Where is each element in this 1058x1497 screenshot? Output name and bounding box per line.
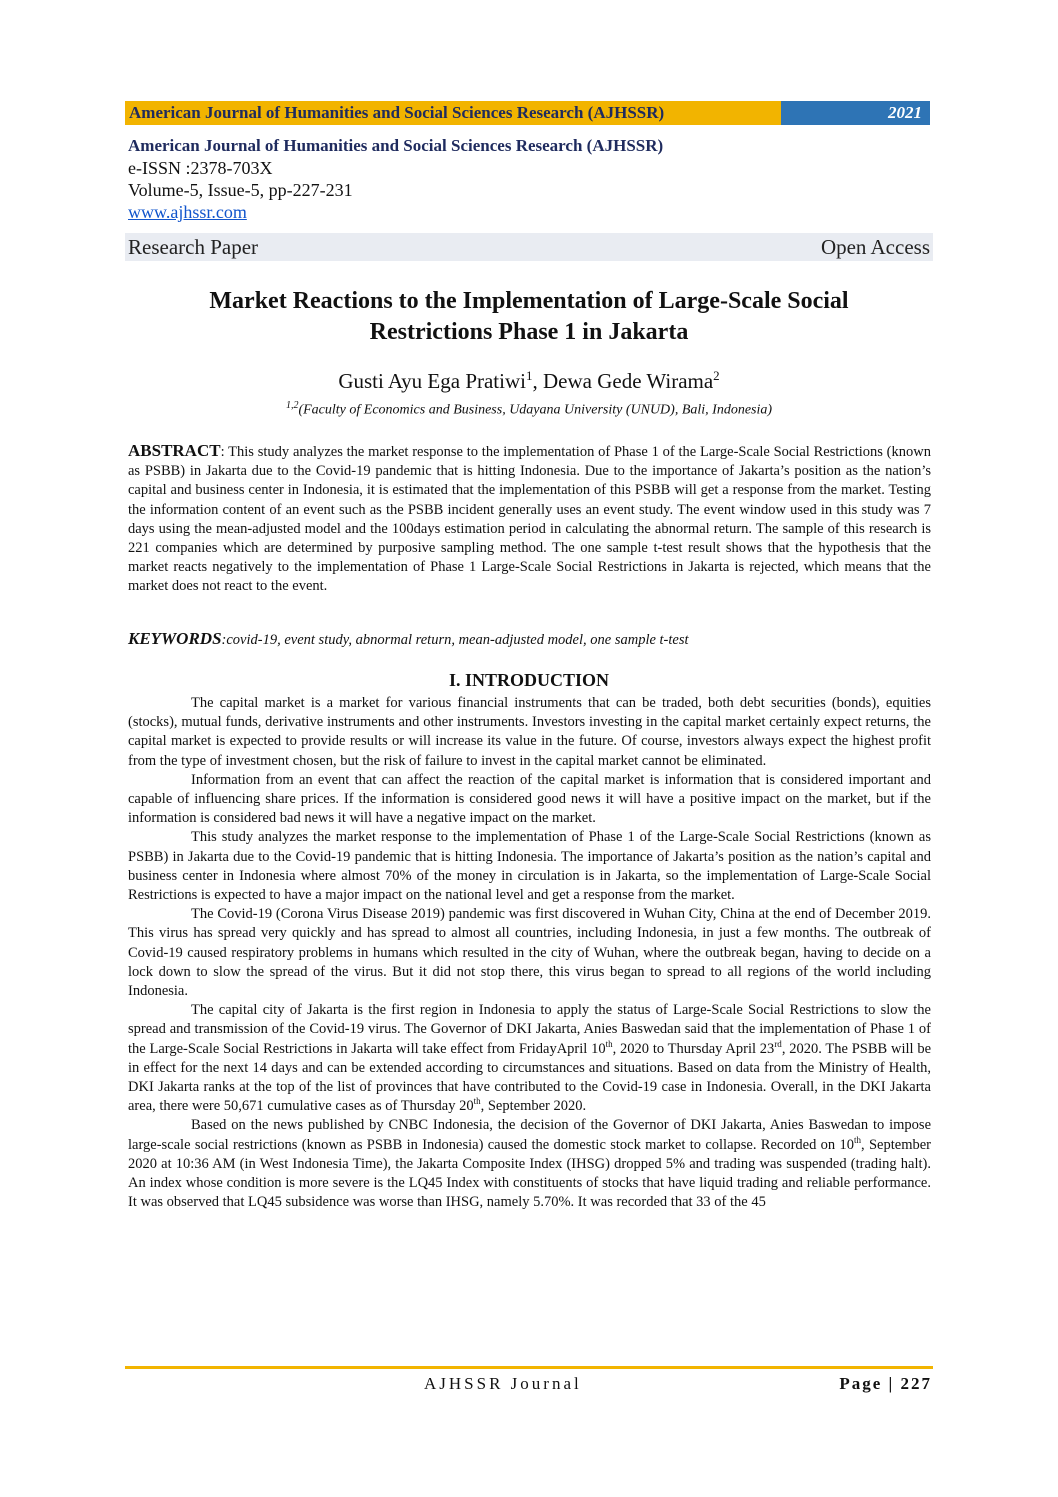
intro-p5-text-d: , September 2020. (480, 1098, 587, 1115)
intro-p5-sup-2: rd (774, 1038, 782, 1049)
author-2-sup: 2 (713, 368, 720, 383)
masthead-journal: American Journal of Humanities and Social Sciences Research (AJHSSR) (128, 136, 664, 155)
keywords-label: KEYWORDS (128, 629, 222, 648)
section-heading-introduction: I. INTRODUCTION (448, 670, 610, 690)
intro-paragraph-4: The Covid-19 (Corona Virus Disease 2019) pandemic was first discovered in Wuhan City, China at the end of December 2019. This virus has spread very quickly and has spread to almost all countries, including Indonesia, in just a few months. The outbreak of Covid-19 caused respiratory problems in humans which resulted in the city of Wuhan, where the outbreak began, having to decide on a lock down to slow the spread of the virus. But it did not stop there, this virus began to spread to all regions of the world including Indonesia. (128, 906, 931, 1000)
abstract-label: ABSTRACT (128, 441, 221, 460)
abstract (128, 441, 931, 597)
introduction-body (128, 694, 931, 1212)
running-header-journal: American Journal of Humanities and Social Sciences Research (AJHSSR) (125, 101, 781, 125)
intro-p6-text-b: , September 2020 at 10:36 AM (in West Indonesia Time), the Jakarta Composite Index (IHSG) dropped 5% and trading was suspended (trading halt). An index whose condition is more severe is the LQ45 Index with constituents of stocks that have liquid trading and reliable performance. It was observed that LQ45 subsidence was worse than IHSG, namely 5.70%. It was recorded that 33 of the 45 (128, 1136, 931, 1211)
intro-p5-sup-1: th (605, 1038, 613, 1049)
intro-paragraph-6 (128, 1116, 931, 1212)
abstract-text: : This study analyzes the market response to the implementation of Phase 1 of the Large-Scale Social Restrictions (known as PSBB) in Jakarta due to the Covid-19 pandemic that is hitting Indonesia. Due to the importance of Jakarta’s position as the nation’s capital and business center in Indonesia, it is estimated that the implementation of this PSBB will get a response from the market. Testing the information content of an event such as the PSBB incident generally uses an event study. The event window used in this study was 7 days using the mean-adjusted model and the 100days estimation period in calculating the abnormal return. The sample of this research is 221 companies which are determined by purposive sampling method. The one sample t-test result shows that the hypothesis that the market reacts negatively to the implementation of Phase 1 Large-Scale Social Restrictions in Jakarta is rejected, which means that the market does not react to the event. (128, 444, 931, 595)
masthead (128, 135, 933, 223)
access-type: Open Access (820, 234, 930, 259)
affiliation-sup: 1,2 (285, 400, 299, 411)
author-1-sup: 1 (525, 368, 533, 383)
paper-title (125, 286, 933, 348)
footer-journal: AJHSSR Journal (424, 1374, 582, 1393)
keywords-text: :covid-19, event study, abnormal return, mean-adjusted model, one sample t-test (221, 632, 689, 648)
masthead-volume: Volume-5, Issue-5, pp-227-231 (128, 180, 353, 200)
author-separator: , (532, 369, 543, 393)
intro-paragraph-5 (128, 1001, 931, 1116)
footer-rule (125, 1366, 933, 1369)
intro-paragraph-3: This study analyzes the market response to the implementation of Phase 1 of the Large-Scale Social Restrictions (known as PSBB) in Jakarta due to the Covid-19 pandemic that is hitting Indonesia. The importance of Jakarta’s position as the nation’s capital and business center in Indonesia where almost 70% of the money in circulation is in Jakarta, so the implementation of Large-Scale Social Restrictions is expected to have a major impact on the national level and get a response from the market. (128, 829, 931, 904)
paper-title-line1: Market Reactions to the Implementation of Large-Scale Social (209, 288, 849, 314)
author-1: Gusti Ayu Ega Pratiwi (338, 369, 526, 393)
intro-p5-text-c: , 2020. The PSBB will be in effect for the next 14 days and can be extended according to circumstances and situations. Based on data from the Ministry of Health, DKI Jakarta ranks at the top of the list of provinces that have contributed to the Covid-19 case in Indonesia. Overall, in the DKI Jakarta area, there were 50,671 cumulative cases as of Thursday 20 (128, 1040, 932, 1115)
keywords (128, 629, 931, 650)
journal-website-link[interactable]: www.ajhssr.com (128, 202, 247, 222)
intro-p6-sup-1: th (854, 1134, 862, 1145)
footer-page-label: Page | (839, 1374, 901, 1393)
intro-p5-sup-3: th (473, 1096, 481, 1107)
running-header-year: 2021 (781, 101, 930, 125)
authors (125, 368, 933, 394)
paper-type: Research Paper (128, 234, 259, 259)
intro-paragraph-1: The capital market is a market for various financial instruments that can be traded, both debt securities (bonds), equities (stocks), mutual funds, derivative instruments and other instruments. Investors investing in the capital market certainly expect returns, the capital market is expected to provide results or will increase its value in the future. Of course, investors always expect the highest profit from the type of investment chosen, but the risk of failure to invest in the capital market cannot be eliminated. (128, 695, 931, 769)
affiliation-text: (Faculty of Economics and Business, Udayana University (UNUD), Bali, Indonesia) (298, 402, 773, 418)
intro-p6-text-a: Based on the news published by CNBC Indonesia, the decision of the Governor of DKI Jakarta, Anies Baswedan to impose large-scale social restrictions (known as PSBB in Indonesia) caused the domestic stock market to collapse. Recorded on 10 (128, 1117, 931, 1153)
paper-title-line2: Restrictions Phase 1 in Jakarta (369, 319, 689, 345)
author-2: Dewa Gede Wirama (542, 369, 714, 393)
affiliation (125, 400, 933, 419)
intro-paragraph-2: Information from an event that can affect the reaction of the capital market is information that is considered important and capable of influencing share prices. If the information is considered good news it will have a positive impact on the market, but if the information is considered bad news it will have a negative impact on the market. (128, 771, 931, 827)
masthead-eissn: e-ISSN :2378-703X (128, 158, 273, 178)
intro-p5-text-b: , 2020 to Thursday April 23 (612, 1040, 775, 1057)
intro-p5-text-a: The capital city of Jakarta is the first region in Indonesia to apply the status of Large-Scale Social Restrictions to slow the spread and transmission of the Covid-19 virus. The Governor of DKI Jakarta, Anies Baswedan said that the implementation of Phase 1 of the Large-Scale Social Restrictions in Jakarta will take effect from FridayApril 10 (128, 1002, 931, 1057)
footer-page-value: 227 (900, 1374, 932, 1393)
running-header (125, 101, 930, 125)
footer-page-number (839, 1374, 932, 1394)
paper-type-strip (125, 233, 933, 261)
